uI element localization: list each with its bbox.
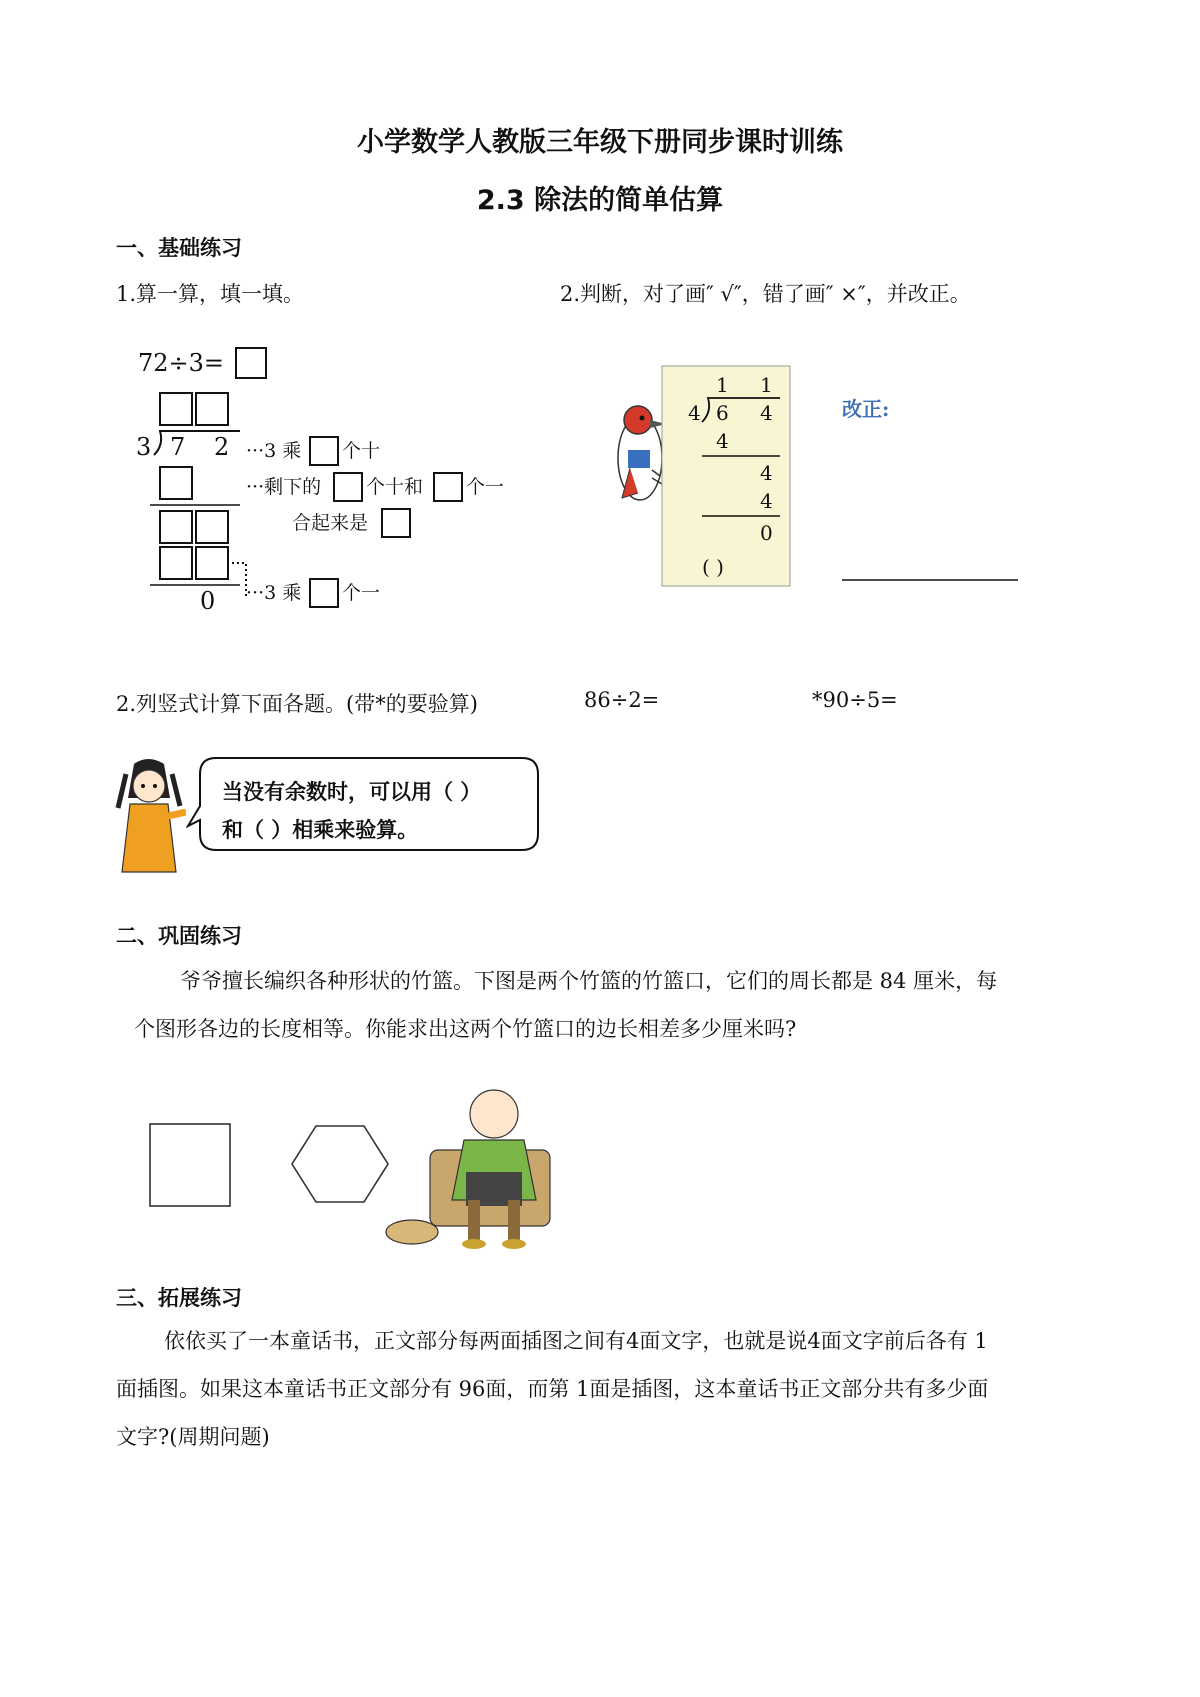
dividend-6: 6 — [716, 401, 729, 425]
rest-ones-box[interactable] — [196, 511, 228, 543]
product-2-ones-box[interactable] — [196, 547, 228, 579]
shapes-figure — [140, 1080, 580, 1260]
rest-step-c: 个一 — [466, 476, 505, 498]
division-fill-figure — [120, 345, 560, 615]
quotient-tens-box[interactable] — [160, 393, 192, 425]
ten-step-box[interactable] — [310, 437, 338, 465]
dividend-4: 4 — [760, 401, 773, 425]
ten-step-a: ···3 乘 — [246, 440, 302, 462]
page-subtitle: 2.3 除法的简单估算 — [476, 185, 724, 216]
problem-90-div-5: *90÷5= — [812, 688, 898, 712]
section3-paragraph-line-2: 面插图。如果这本童话书正文部分有 96面，而第 1面是插图，这本童话书正文部分共有多少面 — [116, 1377, 989, 1401]
question-3-label: 2.列竖式计算下面各题。(带*的要验算) — [116, 692, 478, 716]
ten-step-b: 个十 — [342, 440, 381, 462]
one-step-b: 个一 — [342, 582, 381, 604]
step-2: 4 — [760, 461, 773, 485]
question-1-label: 1.算一算，填一填。 — [116, 282, 305, 306]
answer-box[interactable] — [236, 348, 266, 378]
section-heading-basic: 一、基础练习 — [116, 236, 242, 260]
grandpa-illustration — [386, 1090, 550, 1249]
quotient-ones: 1 — [760, 373, 773, 397]
section2-paragraph-line-1: 爷爷擅长编织各种形状的竹篮。下图是两个竹篮的竹篮口，它们的周长都是 84 厘米，每 — [180, 969, 998, 993]
dotted-connector — [232, 563, 246, 599]
remainder-text: 0 — [200, 587, 216, 615]
quotient-ones-box[interactable] — [196, 393, 228, 425]
divisor-4: 4 — [688, 401, 701, 425]
rest-tens-box[interactable] — [160, 511, 192, 543]
page-title: 小学数学人教版三年级下册同步课时训练 — [357, 127, 843, 158]
total-step: 合起来是 — [292, 512, 369, 534]
girl-illustration — [112, 756, 186, 874]
product-tens-box[interactable] — [160, 467, 192, 499]
problem-86-div-2: 86÷2= — [584, 688, 660, 712]
woodpecker-illustration — [618, 406, 666, 500]
section-heading-consolidate: 二、巩固练习 — [116, 924, 242, 948]
rest-step-a: ···剩下的 — [246, 476, 322, 498]
step-1: 4 — [716, 429, 729, 453]
judge-remainder: 0 — [760, 521, 773, 545]
judge-division-figure — [590, 358, 1040, 598]
bubble-line-2: 和（ ）相乘来验算。 — [222, 818, 419, 842]
step-3: 4 — [760, 489, 773, 513]
correct-label: 改正: — [842, 397, 890, 421]
equation-text: 72÷3= — [138, 349, 225, 377]
section3-paragraph-line-3: 文字?(周期问题) — [116, 1425, 270, 1449]
hexagon-basket-shape — [292, 1126, 388, 1202]
rest-tens-count-box[interactable] — [334, 473, 362, 501]
product-2-tens-box[interactable] — [160, 547, 192, 579]
one-step-box[interactable] — [310, 579, 338, 607]
judge-answer-paren[interactable]: ( ) — [702, 555, 724, 579]
square-basket-shape — [150, 1124, 230, 1206]
dividend-ones-text: 2 — [214, 433, 230, 461]
dividend-tens-text: 7 — [170, 433, 186, 461]
total-box[interactable] — [382, 509, 410, 537]
question-2-label: 2.判断，对了画″ √″，错了画″ ×″，并改正。 — [560, 282, 971, 306]
rest-ones-count-box[interactable] — [434, 473, 462, 501]
bubble-line-1: 当没有余数时，可以用（ ） — [222, 780, 482, 804]
section-heading-extension: 三、拓展练习 — [116, 1286, 242, 1310]
divisor-text: 3 — [136, 433, 152, 461]
rest-step-b: 个十和 — [366, 476, 424, 498]
section3-paragraph-line-1: 依依买了一本童话书，正文部分每两面插图之间有4面文字，也就是说4面文字前后各有 1 — [164, 1329, 988, 1353]
section2-paragraph-line-2: 个图形各边的长度相等。你能求出这两个竹篮口的边长相差多少厘米吗? — [134, 1017, 797, 1041]
one-step-a: ···3 乘 — [246, 582, 302, 604]
quotient-tens: 1 — [716, 373, 729, 397]
